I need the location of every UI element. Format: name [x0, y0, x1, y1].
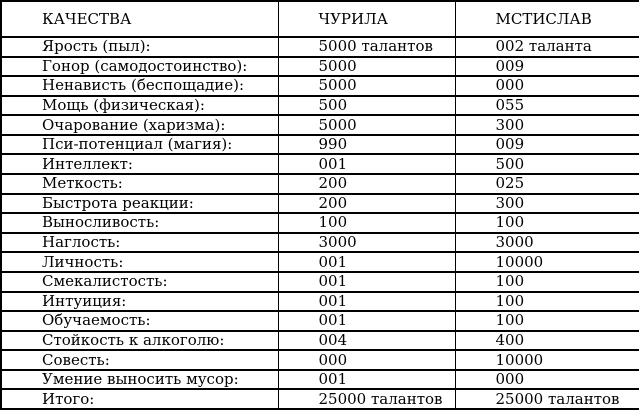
quality-label: Умение выносить мусор:	[1, 370, 278, 390]
mstislav-value: 100	[455, 292, 639, 312]
mstislav-value: 002 таланта	[455, 37, 639, 57]
churila-value: 5000	[278, 115, 455, 135]
mstislav-value: 3000	[455, 233, 639, 253]
churila-value: 001	[278, 292, 455, 312]
table-row	[1, 233, 639, 253]
table-row	[1, 115, 639, 135]
quality-label: Гонор (самодостоинство):	[1, 57, 278, 77]
table-row	[1, 272, 639, 292]
column-header-churila: ЧУРИЛА	[278, 1, 455, 37]
churila-value: 001	[278, 252, 455, 272]
table-row	[1, 76, 639, 96]
table-body	[1, 37, 639, 409]
mstislav-value: 025	[455, 174, 639, 194]
table-row	[1, 350, 639, 370]
churila-value: 004	[278, 331, 455, 351]
table-row	[1, 389, 639, 409]
table-row	[1, 311, 639, 331]
quality-label: Интеллект:	[1, 154, 278, 174]
table-row	[1, 370, 639, 390]
quality-label: Смекалистость:	[1, 272, 278, 292]
mstislav-value: 10000	[455, 350, 639, 370]
churila-value: 100	[278, 213, 455, 233]
mstislav-value: 300	[455, 194, 639, 214]
table-row	[1, 292, 639, 312]
quality-label: Пси-потенциал (магия):	[1, 135, 278, 155]
table-row	[1, 135, 639, 155]
column-header-qualities: КАЧЕСТВА	[1, 1, 278, 37]
mstislav-value: 10000	[455, 252, 639, 272]
churila-value: 5000	[278, 57, 455, 77]
quality-label: Наглость:	[1, 233, 278, 253]
churila-value: 200	[278, 194, 455, 214]
churila-value: 25000 талантов	[278, 389, 455, 409]
quality-label: Ненависть (беспощадие):	[1, 76, 278, 96]
mstislav-value: 055	[455, 96, 639, 116]
mstislav-value: 100	[455, 311, 639, 331]
quality-label: Ярость (пыл):	[1, 37, 278, 57]
churila-value: 001	[278, 154, 455, 174]
mstislav-value: 000	[455, 76, 639, 96]
mstislav-value: 000	[455, 370, 639, 390]
churila-value: 200	[278, 174, 455, 194]
quality-label: Очарование (харизма):	[1, 115, 278, 135]
mstislav-value: 100	[455, 213, 639, 233]
quality-label: Личность:	[1, 252, 278, 272]
mstislav-value: 300	[455, 115, 639, 135]
churila-value: 500	[278, 96, 455, 116]
mstislav-value: 400	[455, 331, 639, 351]
quality-label: Быстрота реакции:	[1, 194, 278, 214]
table-row	[1, 174, 639, 194]
table-row	[1, 331, 639, 351]
quality-label: Стойкость к алкоголю:	[1, 331, 278, 351]
table-header	[1, 1, 639, 37]
table-row	[1, 213, 639, 233]
table-row	[1, 57, 639, 77]
mstislav-value: 25000 талантов	[455, 389, 639, 409]
mstislav-value: 100	[455, 272, 639, 292]
table-row	[1, 252, 639, 272]
churila-value: 3000	[278, 233, 455, 253]
quality-label: Мощь (физическая):	[1, 96, 278, 116]
churila-value: 001	[278, 370, 455, 390]
mstislav-value: 500	[455, 154, 639, 174]
table-row	[1, 96, 639, 116]
churila-value: 001	[278, 272, 455, 292]
table-row	[1, 154, 639, 174]
quality-label: Итого:	[1, 389, 278, 409]
column-header-mstislav: МСТИСЛАВ	[455, 1, 639, 37]
table-row	[1, 37, 639, 57]
churila-value: 990	[278, 135, 455, 155]
table-row	[1, 194, 639, 214]
churila-value: 000	[278, 350, 455, 370]
quality-label: Выносливость:	[1, 213, 278, 233]
churila-value: 5000 талантов	[278, 37, 455, 57]
mstislav-value: 009	[455, 57, 639, 77]
quality-label: Обучаемость:	[1, 311, 278, 331]
churila-value: 001	[278, 311, 455, 331]
quality-label: Интуиция:	[1, 292, 278, 312]
header-row	[1, 1, 639, 37]
churila-value: 5000	[278, 76, 455, 96]
quality-label: Меткость:	[1, 174, 278, 194]
quality-label: Совесть:	[1, 350, 278, 370]
mstislav-value: 009	[455, 135, 639, 155]
